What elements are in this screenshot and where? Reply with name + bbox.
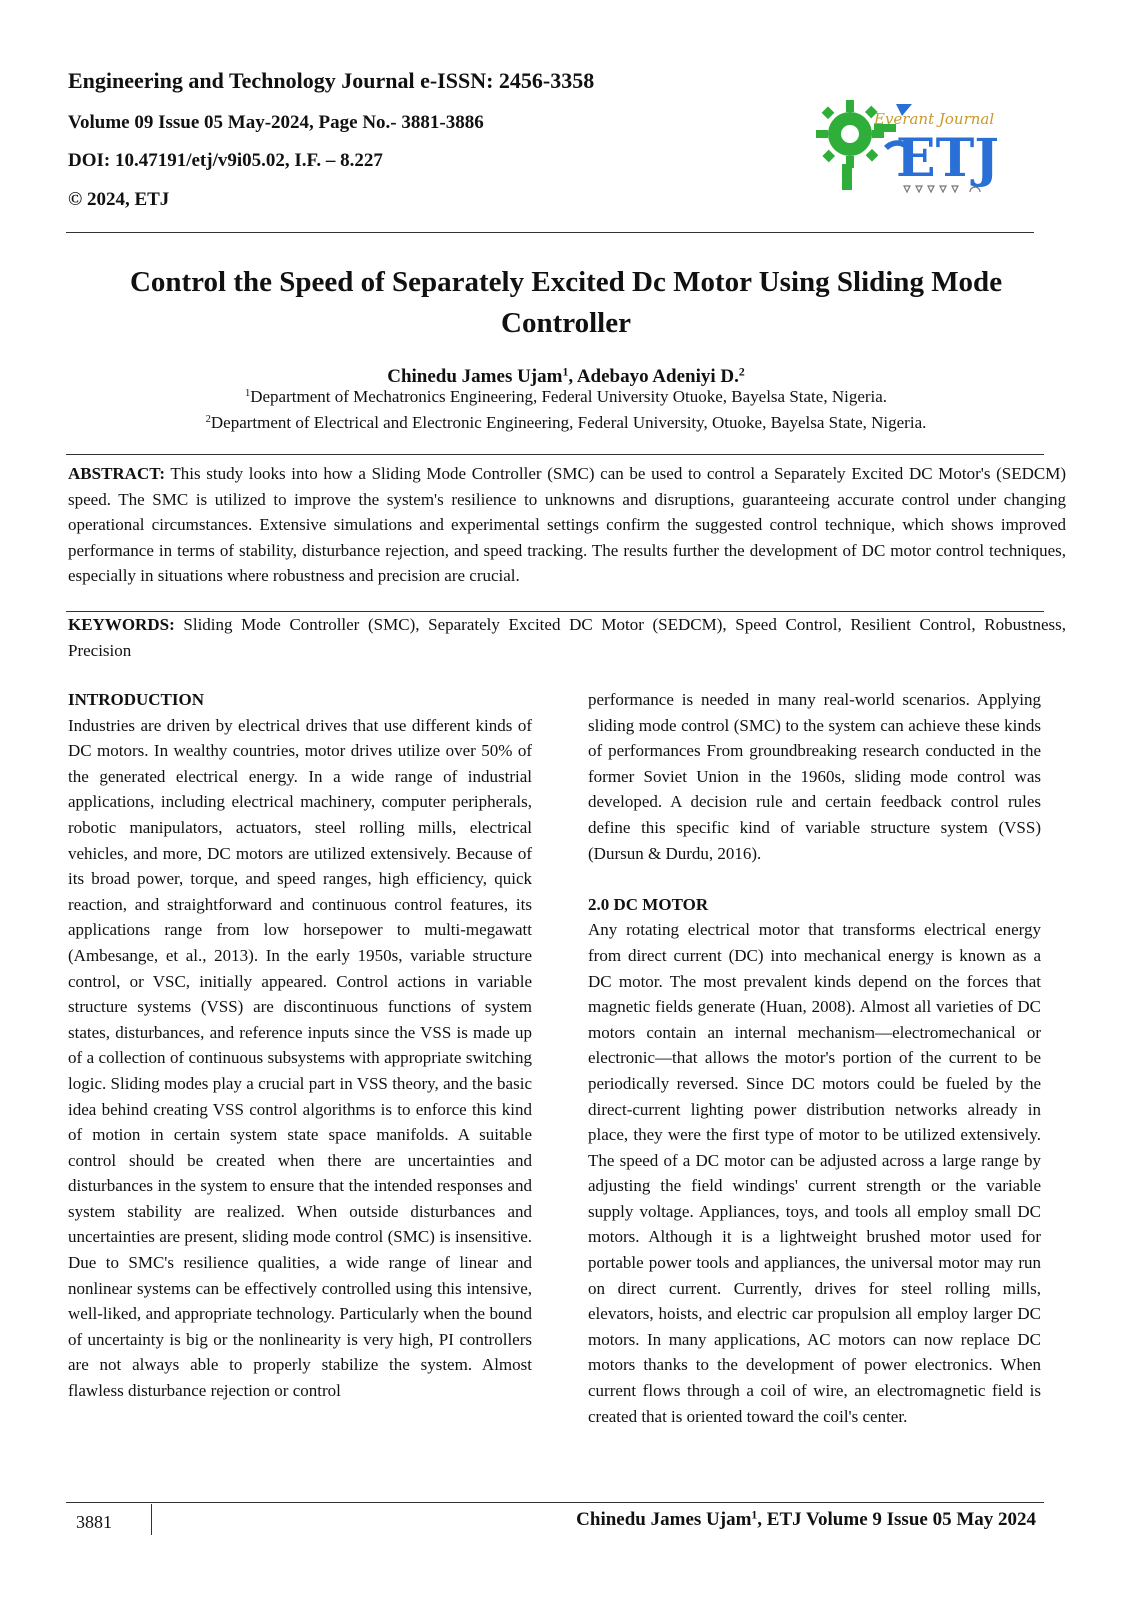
abstract-label: ABSTRACT: xyxy=(68,464,165,483)
footer-rule xyxy=(66,1502,1044,1503)
abstract xyxy=(68,461,1066,589)
footer-author: Chinedu James Ujam xyxy=(576,1509,752,1530)
running-footer xyxy=(576,1509,1036,1531)
dc-motor-heading: 2.0 DC MOTOR xyxy=(588,894,709,914)
author-list xyxy=(60,366,1072,388)
header-divider xyxy=(66,232,1034,233)
author-1: Chinedu James Ujam xyxy=(387,366,563,387)
author-2: Adebayo Adeniyi D. xyxy=(576,366,739,387)
copyright: © 2024, ETJ xyxy=(68,189,170,210)
logo-main-text: ETJ xyxy=(896,128,999,189)
doi-info: DOI: 10.47191/etj/v9i05.02, I.F. – 8.227 xyxy=(68,150,383,171)
affiliation-2-text: Department of Electrical and Electronic Engineering, Federal University, Otuoke, Bayelsa State, Nigeria. xyxy=(210,413,927,432)
volume-info: Volume 09 Issue 05 May-2024, Page No.- 3881-3886 xyxy=(68,112,484,133)
author-2-sup: 2 xyxy=(738,365,745,379)
left-column xyxy=(68,687,532,1404)
intro-heading: INTRODUCTION xyxy=(68,690,205,709)
right-column xyxy=(588,687,1041,1429)
author-separator: , xyxy=(568,366,577,387)
author-1-sup: 1 xyxy=(562,365,569,379)
page-number: 3881 xyxy=(76,1512,112,1532)
affiliation-1-text: Department of Mechatronics Engineering, Federal University Otuoke, Bayelsa State, Nigeria. xyxy=(250,387,888,406)
logo-top-text: Everant Journal xyxy=(874,110,995,128)
intro-paragraph: Industries are driven by electrical drives that use different kinds of DC motors. In wealthy countries, motor drives utilize over 50% of the generated electrical energy. In a wide range of industrial applications, including electrical machinery, computer peripherals, robotic manipulators, actuators, steel rolling mills, electrical vehicles, and more, DC motors are utilized extensively. Because of its broad power, torque, and speed ranges, high efficiency, quick reaction, and straightforward and continuous control features, its applications range from low horsepower to multi-megawatt (Ambesange, et al., 2013). In the early 1950s, variable structure control, or VSC, initially appeared. Control actions in variable structure systems (VSS) are discontinuous functions of system states, disturbances, and reference inputs since the VSS is made up of a collection of continuous subsystems with appropriate switching logic. Sliding modes play a crucial part in VSS theory, and the basic idea behind creating VSS control algorithms is to enforce this kind of motion in certain system state space manifolds. A suitable control should be created when there are uncertainties and disturbances in the system to ensure that the intended responses and system stability are realized. When outside disturbances and uncertainties are present, sliding mode control (SMC) is insensitive. Due to SMC's resilience qualities, a wide range of linear and nonlinear systems can be effectively controlled using this intensive, well-liked, and appropriate technology. Particularly when the bound of uncertainty is big or the nonlinearity is very high, PI controllers are not always able to properly stabilize the system. Almost flawless disturbance rejection or control xyxy=(68,715,532,1401)
footer-divider xyxy=(151,1504,152,1535)
footer-author-sup: 1 xyxy=(751,1508,758,1522)
abstract-text: This study looks into how a Sliding Mode Controller (SMC) can be used to control a Separately Excited DC Motor's (SEDCM) speed. The SMC is utilized to improve the system's resilience to unknowns and disruptions, guaranteeing accurate control under changing operational circumstances. Extensive simulations and experimental settings confirm the suggested control technique, which shows improved performance in terms of stability, disturbance rejection, and speed tracking. The results further the development of DC motor control techniques, especially in situations where robustness and precision are crucial. xyxy=(68,464,1066,586)
abstract-top-rule xyxy=(66,454,1044,455)
journal-name: Engineering and Technology Journal e-ISSN: 2456-3358 xyxy=(68,68,595,93)
dc-motor-paragraph: Any rotating electrical motor that transforms electrical energy from direct current (DC) into mechanical energy is known as a DC motor. The most prevalent kinds depend on the forces that magnetic fields generate (Huan, 2008). Almost all varieties of DC motors contain an internal mechanism—electromechanical or electronic—that allows the motor's portion of the current to be periodically reversed. Since DC motors could be fueled by the direct-current lighting power distribution networks already in place, they were the first type of motor to be utilized extensively. The speed of a DC motor can be adjusted across a large range by adjusting the field windings' current strength or the variable supply voltage. Appliances, toys, and tools all employ small DC motors. Although it is a lightweight brushed motor used for portable power tools and appliances, the universal motor may run on direct current. Currently, drives for steel rolling mills, elevators, hoists, and electric car propulsion all employ larger DC motors. In many applications, AC motors can now replace DC motors thanks to the development of power electronics. When current flows through a coil of wire, an electromagnetic field is created that is oriented toward the coil's center. xyxy=(588,920,1041,1426)
journal-logo xyxy=(812,94,1026,200)
affiliation-1 xyxy=(60,387,1072,407)
keywords-text: Sliding Mode Controller (SMC), Separately Excited DC Motor (SEDCM), Speed Control, Resilient Control, Robustness, Precision xyxy=(68,615,1066,660)
etj-logo-icon xyxy=(812,94,1026,200)
affiliation-1-sup: 1 xyxy=(244,388,251,400)
affiliation-2 xyxy=(60,413,1072,433)
title-line-2: Controller xyxy=(501,307,631,339)
intro-continued-paragraph: performance is needed in many real-world scenarios. Applying sliding mode control (SMC) to the system can achieve these kinds of performances From groundbreaking research conducted in the former Soviet Union in the 1960s, sliding mode control was developed. A decision rule and certain feedback control rules define this specific kind of variable structure system (VSS) (Dursun & Durdu, 2016). xyxy=(588,690,1041,863)
footer-journal-info: , ETJ Volume 9 Issue 05 May 2024 xyxy=(757,1509,1036,1530)
paper-title xyxy=(60,262,1072,344)
keywords-label: KEYWORDS: xyxy=(68,615,175,634)
keywords xyxy=(68,612,1066,663)
affiliation-2-sup: 2 xyxy=(205,414,211,426)
title-line-1: Control the Speed of Separately Excited Dc Motor Using Sliding Mode xyxy=(129,266,1003,298)
